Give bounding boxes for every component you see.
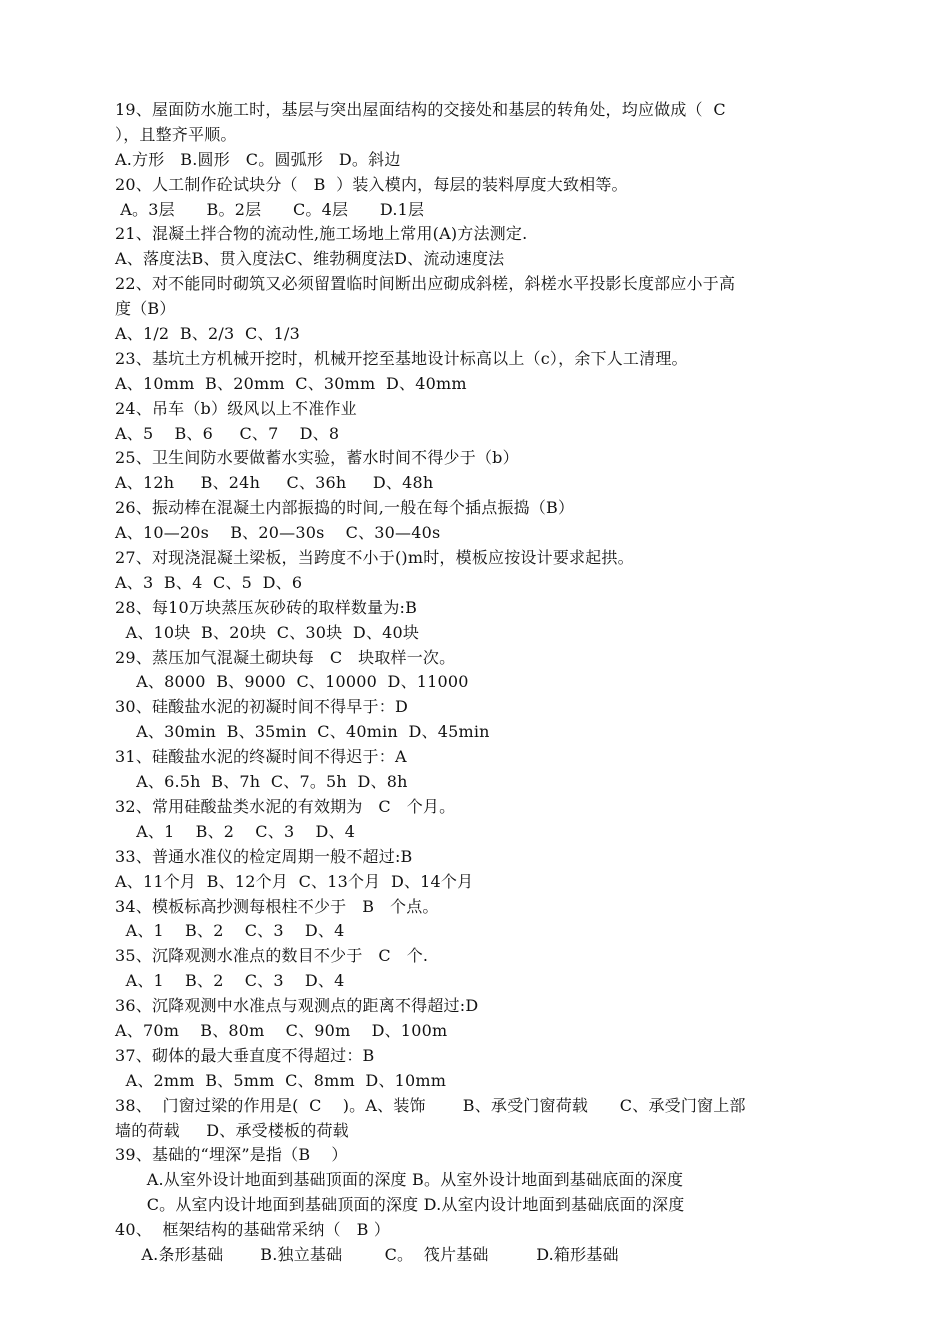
q28-options: A、10块 B、20块 C、30块 D、40块 <box>115 622 420 642</box>
q33-options: A、11个月 B、12个月 C、13个月 D、14个月 <box>115 871 474 891</box>
q22-options: A、1/2 B、2/3 C、1/3 <box>115 324 300 344</box>
q32-text: 32、常用硅酸盐类水泥的有效期为 C 个月。 <box>115 796 456 816</box>
q25-text: 25、卫生间防水要做蓄水实验，蓄水时间不得少于（b） <box>115 448 519 468</box>
q22-text-cont: 度（B） <box>115 299 176 319</box>
q37-options: A、2mm B、5mm C、8mm D、10mm <box>115 1070 447 1090</box>
q24-text: 24、吊车（b）级风以上不准作业 <box>115 398 357 418</box>
q22-text: 22、对不能同时砌筑又必须留置临时间断出应砌成斜槎，斜槎水平投影长度部应小于高 <box>115 274 736 294</box>
q40-text: 40、 框架结构的基础常采纳（ B ） <box>115 1220 391 1240</box>
q39-options-cd: C。从室内设计地面到基础顶面的深度 D.从室内设计地面到基础底面的深度 <box>115 1195 685 1215</box>
q21-options: A、落度法B、贯入度法C、维勃稠度法D、流动速度法 <box>115 249 505 269</box>
q34-options: A、1 B、2 C、3 D、4 <box>115 921 345 941</box>
q39-text: 39、基础的“埋深”是指（B ） <box>115 1145 348 1165</box>
q30-text: 30、硅酸盐水泥的初凝时间不得早于：D <box>115 697 408 717</box>
q30-options: A、30min B、35min C、40min D、45min <box>115 722 490 742</box>
q33-text: 33、普通水准仪的检定周期一般不超过:B <box>115 846 413 866</box>
q27-options: A、3 B、4 C、5 D、6 <box>115 572 303 592</box>
q28-text: 28、每10万块蒸压灰砂砖的取样数量为:B <box>115 597 418 617</box>
q23-options: A、10mm B、20mm C、30mm D、40mm <box>115 373 467 393</box>
q35-options: A、1 B、2 C、3 D、4 <box>115 971 345 991</box>
q35-text: 35、沉降观测水准点的数目不少于 C 个. <box>115 946 429 966</box>
q19-text: 19、屋面防水施工时，基层与突出屋面结构的交接处和基层的转角处，均应做成（ C <box>115 100 726 119</box>
q25-options: A、12h B、24h C、36h D、48h <box>115 473 434 493</box>
q31-text: 31、硅酸盐水泥的终凝时间不得迟于：A <box>115 747 407 767</box>
q29-text: 29、蒸压加气混凝土砌块每 C 块取样一次。 <box>115 647 456 667</box>
q23-text: 23、基坑土方机械开挖时，机械开挖至基地设计标高以上（c），余下人工清理。 <box>115 348 688 368</box>
q39-options-ab: A.从室外设计地面到基础顶面的深度 B。从室外设计地面到基础底面的深度 <box>115 1170 684 1190</box>
q31-options: A、6.5h B、7h C、7。5h D、8h <box>115 772 408 792</box>
q34-text: 34、模板标高抄测每根柱不少于 B 个点。 <box>115 896 439 916</box>
q38-text: 38、 门窗过梁的作用是( C )。A、装饰 B、承受门窗荷载 C、承受门窗上部 <box>115 1095 746 1115</box>
q29-options: A、8000 B、9000 C、10000 D、11000 <box>115 672 469 692</box>
q38-text-cont: 墙的荷载 D、承受楼板的荷载 <box>115 1120 349 1140</box>
question-list <box>115 98 857 1268</box>
q26-text: 26、振动棒在混凝土内部振捣的时间,一般在每个插点振捣（B） <box>115 498 575 518</box>
q36-text: 36、沉降观测中水准点与观测点的距离不得超过:D <box>115 996 479 1016</box>
q20-text: 20、人工制作砼试块分（ B ）装入模内，每层的装料厚度大致相等。 <box>115 174 628 194</box>
q37-text: 37、砌体的最大垂直度不得超过：B <box>115 1045 375 1065</box>
q21-text: 21、混凝土拌合物的流动性,施工场地上常用(A)方法测定. <box>115 224 528 244</box>
q24-options: A、5 B、6 C、7 D、8 <box>115 423 340 443</box>
q26-options: A、10—20s B、20—30s C、30—40s <box>115 523 441 543</box>
q20-options: A。3层 B。2层 C。4层 D.1层 <box>115 199 425 219</box>
q19-text-cont: ），且整齐平顺。 <box>115 124 237 144</box>
q27-text: 27、对现浇混凝土梁板，当跨度不小于()m时，模板应按设计要求起拱。 <box>115 548 634 568</box>
q40-options: A.条形基础 B.独立基础 C。 筏片基础 D.箱形基础 <box>115 1244 619 1264</box>
q19-options: A.方形 B.圆形 C。圆弧形 D。斜边 <box>115 149 401 169</box>
q32-options: A、1 B、2 C、3 D、4 <box>115 821 356 841</box>
q36-options: A、70m B、80m C、90m D、100m <box>115 1020 448 1040</box>
